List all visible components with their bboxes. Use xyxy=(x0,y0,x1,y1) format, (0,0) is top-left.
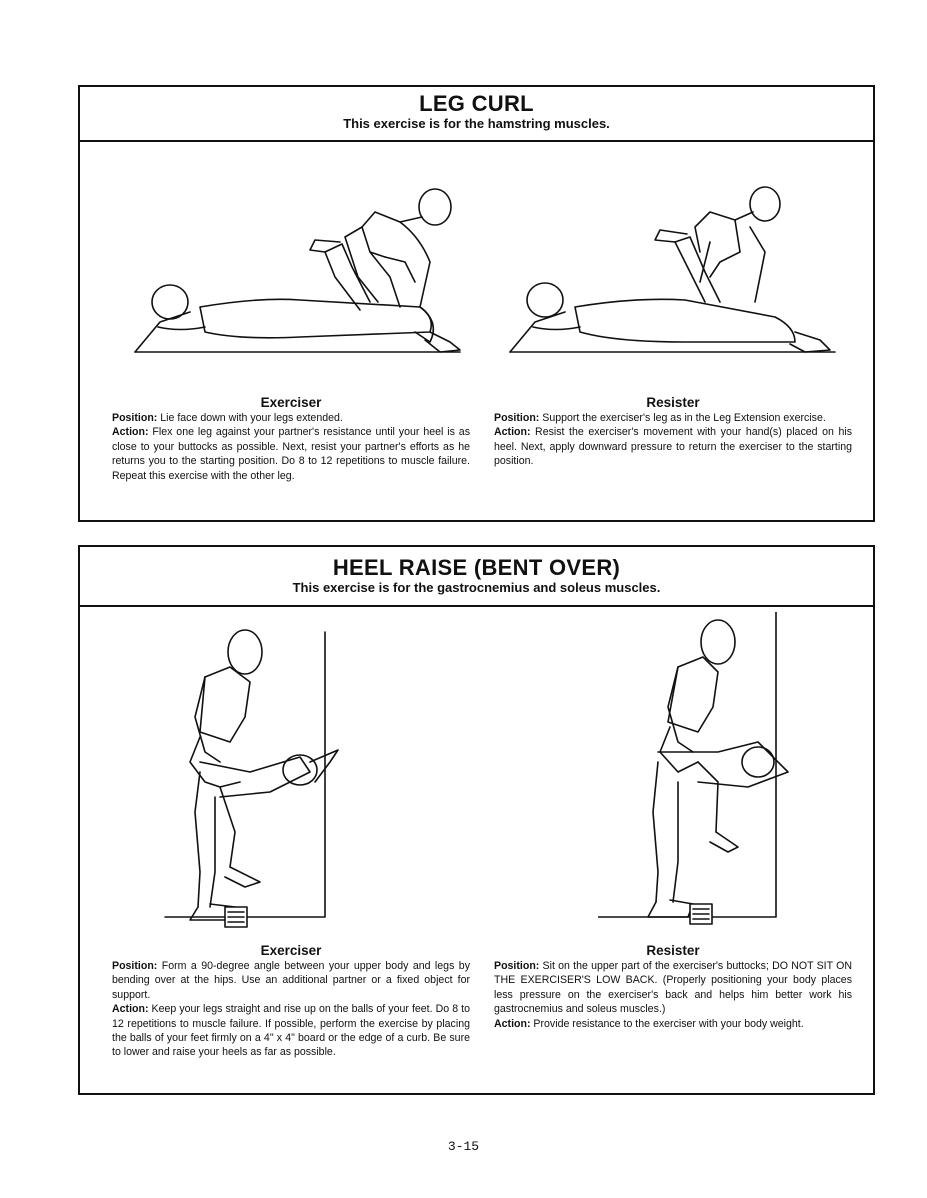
leg-curl-exerciser-heading: Exerciser xyxy=(260,395,322,410)
heel-raise-exerciser-illustration xyxy=(160,622,360,942)
heel-raise-exerciser-position: Position: Form a 90-degree angle between your upper body and legs by bending over at the hips. Use an additional partner or a fixed object for support. xyxy=(112,960,470,1001)
leg-curl-exerciser-position: Position: Lie face down with your legs extended. xyxy=(112,412,343,424)
heel-raise-resister-position: Position: Sit on the upper part of the exerciser's buttocks; DO NOT SIT ON THE EXERCISER'S LOW BACK. (Properly positioning your body places less pressure on the exerciser's back and helps him better work his gastrocnemius and soleus muscles.) xyxy=(494,960,852,1016)
heel-raise-resister-illustration xyxy=(598,612,798,932)
heel-raise-subtitle: This exercise is for the gastrocnemius and soleus muscles. xyxy=(292,580,661,595)
leg-curl-resister-text xyxy=(494,395,852,469)
heel-raise-resister-text xyxy=(494,943,852,1031)
leg-curl-resister-heading: Resister xyxy=(646,395,700,410)
leg-curl-resister-position: Position: Support the exerciser's leg as in the Leg Extension exercise. xyxy=(494,412,826,424)
heel-raise-resister-heading: Resister xyxy=(646,943,700,958)
leg-curl-header xyxy=(80,87,873,142)
leg-curl-panel xyxy=(78,85,875,522)
leg-curl-exerciser-action: Action: Flex one leg against your partner's resistance until your heel is as close to your buttocks as possible. Next, resist your partner's efforts as he returns you to the starting position. Do 8 to 12 repetitions to muscle failure. Repeat this exercise with the other leg. xyxy=(112,426,470,482)
heel-raise-exerciser-action: Action: Keep your legs straight and rise up on the balls of your feet. Do 8 to 12 repetitions to muscle failure. If possible, perform the exercise by placing the balls of your feet firmly on a 4" x 4" board or the edge of a curb. Be sure to lower and raise your heels as far as possible. xyxy=(112,1003,470,1059)
leg-curl-resister-action: Action: Resist the exerciser's movement with your hand(s) placed on his heel. Next, apply downward pressure to return the exerciser to the starting position. xyxy=(494,426,852,468)
leg-curl-title: LEG CURL xyxy=(419,91,534,116)
leg-curl-exerciser-text xyxy=(112,395,470,483)
heel-raise-resister-action: Action: Provide resistance to the exerciser with your body weight. xyxy=(494,1017,804,1030)
heel-raise-title: HEEL RAISE (BENT OVER) xyxy=(332,555,621,580)
heel-raise-exerciser-heading: Exerciser xyxy=(260,943,322,958)
leg-curl-resister-illustration xyxy=(505,182,845,382)
heel-raise-exerciser-text xyxy=(112,943,470,1060)
leg-curl-subtitle: This exercise is for the hamstring muscles. xyxy=(343,116,610,131)
heel-raise-header xyxy=(80,547,873,607)
page-number: 3-15 xyxy=(447,1139,480,1154)
heel-raise-panel xyxy=(78,545,875,1095)
leg-curl-exerciser-illustration xyxy=(130,182,470,382)
